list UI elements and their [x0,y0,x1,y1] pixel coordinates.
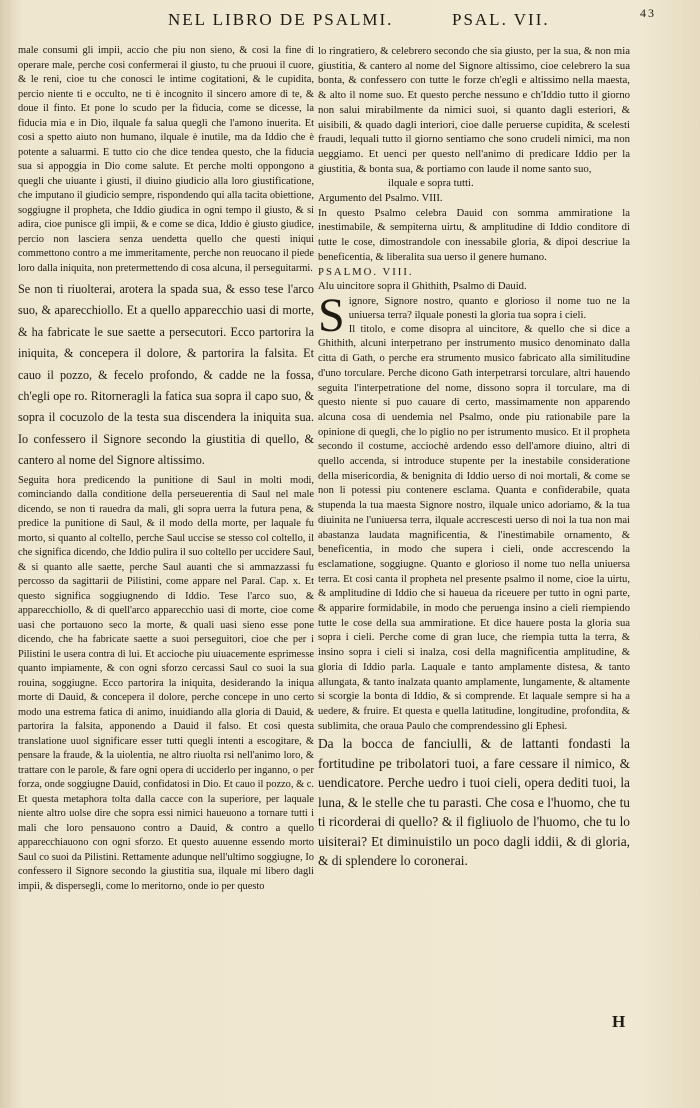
psalm-title: PSALMO. VIII. [318,265,414,278]
argument-title: Argumento del Psalmo. VIII. [318,192,443,205]
commentary-paragraph: Il titolo, e come disopra al uincitore, & quello che si dice a Ghithith, alcuni interpetrano per instrumento musico denominato dalla citta di Gath, o perche era strumento musico fabricato alla similitudine d'uno torculare. Perche dicono Gath interpetrarsi torculare, altri hauendo seguita l'interpetratione del nome, dissono sopra il torculare, ma di questo niente si puo cauare di certo, massimamente non apparendo alcuna cosa di uendemia nel Psalmo, onde piu rationabile pare la opinione di quegli, che lo piglio no per istrumento musico. Et il propheta secondo il costume, acciochè ardendo esso dell'amore diuino, altri di quello accenda, si introduce stupente per la inestabile consideratione della misericordia, & benignita di Iddio uerso di noi mortali, & come se non li potessi piu contenere esclama. Quanta e confiderabile, quata stupenda la tua maesta Signore nostro, ilquale unico adoriamo, & la tua diuinita ne l'uniuersa terra, ilquale accrescesti uerso di noi la tua non mai abastanza laudata magnificentia, & l'inestimabile ornamento, & beneficentia, in modo che supera i cieli, onde accrescendo la esclamatione, soggiugne. Quanto e glorioso il nome tuo nella uniuersa terra. Et cosi canta il propheta nel presente psalmo il nome, cioe la uirtu, & amplitudine di Iddio che si haueua da riceuere per tutto in ogni parte, & apparire formidabile, in modo che peruenga insino a cieli riempiendo tutte le cose della sua ammiratione. Et dice hauere posta la gloria sua sopra i cieli. Perche come di gran luce, che riempia tutta la terra, & insino sopra i cieli si inalza, cosi della magnificentia amplitudine, & gloria di Iddio parla. Laquale e tanto amplamente distesa, & tanto allungata, & tanto inalzata quanto amplamente, lungamente, & altamente si scorgie la bonta di Iddio, & si comprende. Et laquale sempre si ha a uedere, & fruire. Et questa e quella latitudine, longitudine, profondita, & sublimita, che oraua Paulo che comprendessino gli Ephesi. [318,323,630,732]
psalm-label: PSAL. VII. [452,10,550,29]
signature-mark: H [612,1012,626,1031]
commentary-tail: ilquale e sopra tutti. [388,177,474,190]
psalm-verse-paragraph: Da la bocca de fanciulli, & de lattanti fondasti la fortitudine pe tribolatori tuoi, a fare cessare il nimico, & uendicatore. Perche uedro i tuoi cieli, opera dediti tuoi, la luna, & le stelle che tu parasti. Che cosa e l'huomo, che tu ti ricorderai di quello? & il figliuolo de l'huomo, che tu lo uisiterai? Et diminuistilo un poco dagli iddii, & di gloria, & di splendere lo coronerai. [318,736,630,869]
commentary-paragraph: Seguita hora predicendo la punitione di Saul in molti modi, cominciando dalla conditione della perseuerentia di Saul nel male dicendo, se non ti rauedra da mali, gli sopra uerra la futura pena, & predice la punitione di Saul, & il modo della morte, per laquale fu morto, si quanto al coltello, perche Saul uccise se stesso col coltello, il che significa dicendo, che Iddio pulira il suo coltello per uccidere Saul, & si quanto alle saette, perche Saul auanti che si ammazzassi fu percosso da sagittarii de Pilistini, come appare nel Paral. Cap. x. Et questo significa soggiugnendo di Iddio. Tese l'arco suo, & apparecchiollo, & di quell'arco apparecchio uasi di morte, cioe come uasi che portauono seco la morte, & quali uasi sieno esse pone dicendo, che ha fabricate saette a suoi perseguitori, cioe che per i Pilistini le usera contra di lui. Et accioche piu uiuacemente esprimesse quanto impiamente, & con ogni sforzo cercassi Saul co suoi la sua rouina, soggiugne. Ecco partorira la iniquita, desiderando la iniqua morte di Dauid, & concepera il dolore, perche concepe in uno certo modo una estrema fatica di animo, inuidiando alla gloria di Dauid, & partorira la falsita, apponendo a Dauid il falso. Et cosi questa translatione uuol significare esser tutti quegli intenti a escogitare, & pensare la fraude, & la uiolentia, ne altro riuolta rsi nell'animo loro, & trattare con le parole, & fare ogni opera di ucciderlo per inganno, o per forza, onde soggiugne Dauid, confidatosi in Dio. Et cauo il pozzo, & c. Et questa metaphora tolta dalla cacce con la superiore, per laquale niente altro uolse dire che sopra essi nimici haueuono a tornare tutti i mali che loro pensauono contro a Dauid, & contro a quello apparecchiauono con ogni sforzo. Et questo auuenne essendo morto Saul co suoi da Pilistini. Rettamente adunque nell'ultimo soggiugne, Io confessero il Signore secondo la giustitia sua, ilquale mi libero dagli impii, & dispersegli, come lo meritorno, onde io per questo [18,474,314,892]
psalm-rubric: Alu uincitore sopra il Ghithith, Psalmo di Dauid. [318,280,527,293]
folio-number: 43 [640,6,656,20]
page-header [40,4,656,34]
psalm-verse-first [318,288,630,342]
drop-cap: S [318,288,345,342]
argument-text: In questo Psalmo celebra Dauid con somma ammiratione la inestimabile, & sempiterna uirtu, & amplitudine di Iddio conditore di tutte le cose, dimostrandole con inessabile gloria, & dipoi descriue la beneficentia, & liberalita sua uerso il genere humano. [318,206,630,263]
running-title: NEL LIBRO DE PSALMI. [168,10,394,29]
commentary-paragraph: male consumi gli impii, accio che piu non sieno, & cosi la fine di operare male, perche cosi confermerai il giusto, tu che pruoui il cuore, & le reni, cioe tu che conosci le intime cogitationi, & le cupidita, percio niente ti e occulto, ne ti è incognito il sincero amore di te, & doue il finto. Et pone lo scudo per la fiducia, come se dicesse, la fiducia mia e in Dio, ilquale fa salua quegli che l'amono inuerita. Et cosi a spetto aiuto non humano, ilquale è inutile, ma da Iddio che è potente a saluarmi. E tutto cio che dice tendea questo, che la fiducia sua si appoggia in Dio come salute. Et perche molti oppongono a quegli che uiuante i giusti, il diuino giudicio alla loro giustificatione, che imputano il giudicio sempre, rispondendo qui alla tacita obiettione, soggiugne il propheta, che Iddio giudica in ogni tempo il giusto, & si adira, cioe punisce gli impii, & e come se dica, Iddio è giusto giudice, percio non lasciera senza uendetta quello che questi iniqui commettono contro a me immeritamente, perche non reuocano il piede loro dalla iniquita, non pretermettendo di cosa alcuna, il perseguitarmi. [18,45,314,274]
psalm-verse-paragraph: Se non ti riuolterai, arotera la spada sua, & esso tese l'arco suo, & aparecchiollo. Et a quello apparecchio uasi di morte, & ha fabricate le sue saette a persecutori. Ecco partorira la iniquita, & concepera il dolore, & partorira la falsita. Et cauo il pozzo, & fecelo profondo, & cadde ne la fossa, ch'egli ope ro. Ritorneragli la fatica sua sopra il capo suo, & sopra il cocuzolo de la testa sua discendera la iniquita sua. Io confessero il Signore secondo la giustitia di quello, & cantero al nome del Signore altissimo. [18,282,314,468]
commentary-paragraph: lo ringratiero, & celebrero secondo che sia giusto, per la sua, & non mia giustitia, & cantero al nome del Signore altissimo, cioe celebrero la sua bonta, & confessero con tutte le forze ch'egli e altissimo nella maesta, & alto il nome suo. Et questo perche nessuno e ch'Iddio tutto il giorno non salui mirabilmente da nimici suoi, si quanto dagli esteriori, & uisibili, & quado dagli interiori, cioe dalle peruerse cupidita, & scelesti fraudi, lequali tutto il giorno sentiamo che sono crudeli nimici, ma non ueggiamo. Et uenci per questo nell'animo di predicare Iddio per la giustitia, & bonta sua, & portiamo con laude il nome santo suo, [318,45,630,175]
left-column [18,44,314,894]
verse-text: ignore, Signore nostro, quanto e glorioso il nome tuo ne la uniuersa terra? ilquale ponesti la gloria tua sopra i cieli. [348,294,630,322]
right-column [318,44,630,871]
